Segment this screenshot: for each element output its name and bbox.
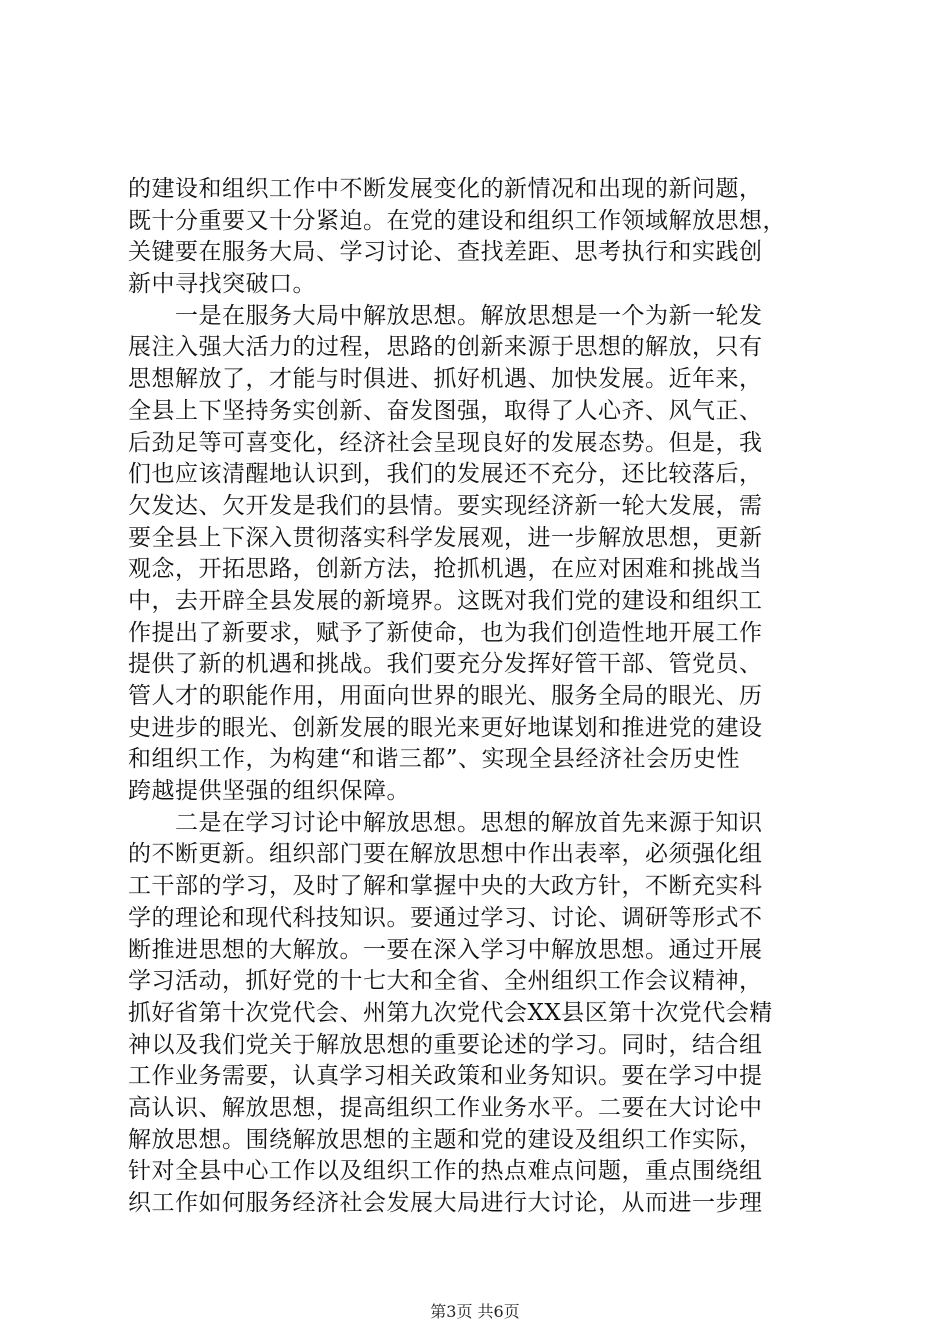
- text-line: 中，去开辟全县发展的新境界。这既对我们党的建设和组织工: [128, 587, 763, 614]
- text-line: 思想解放了，才能与时俱进、抓好机遇、加快发展。近年来，: [128, 366, 763, 393]
- text-line: 的建设和组织工作中不断发展变化的新情况和出现的新问题，: [128, 176, 763, 202]
- text-line: 学习活动，抓好党的十七大和全省、全州组织工作会议精神，: [128, 968, 763, 995]
- text-line: 管人才的职能作用，用面向世界的眼光、服务全局的眼光、历: [128, 683, 763, 709]
- text-line: 观念，开拓思路，创新方法，抢抓机遇，在应对困难和挑战当: [128, 556, 763, 583]
- text-line: 提供了新的机遇和挑战。我们要充分发挥好管干部、管党员、: [128, 651, 763, 678]
- text-line: 解放思想。围绕解放思想的主题和党的建设及组织工作实际，: [128, 1126, 763, 1153]
- text-line: 神以及我们党关于解放思想的重要论述的学习。同时，结合组: [128, 1031, 763, 1058]
- text-line: 织工作如何服务经济社会发展大局进行大讨论，从而进一步理: [128, 1190, 763, 1216]
- text-line: 断推进思想的大解放。一要在深入学习中解放思想。通过开展: [128, 936, 763, 963]
- text-line: 学的理论和现代科技知识。要通过学习、讨论、调研等形式不: [128, 904, 763, 931]
- text-line: 欠发达、欠开发是我们的县情。要实现经济新一轮大发展，需: [128, 492, 763, 519]
- page-number-footer: 第3页 共6页: [430, 1302, 520, 1321]
- text-line: 和组织工作，为构建“和谐三都”、实现全县经济社会历史性: [128, 746, 741, 773]
- text-line: 跨越提供坚强的组织保障。: [128, 778, 410, 805]
- document-body: [128, 174, 832, 1220]
- paragraph-first-line: 一是在服务大局中解放思想。解放思想是一个为新一轮发: [175, 302, 763, 329]
- text-line: 关键要在服务大局、学习讨论、查找差距、思考执行和实践创: [128, 239, 763, 266]
- text-line: 全县上下坚持务实创新、奋发图强，取得了人心齐、风气正、: [128, 397, 763, 424]
- text-line: 要全县上下深入贯彻落实科学发展观，进一步解放思想，更新: [128, 524, 763, 551]
- text-line: 展注入强大活力的过程，思路的创新来源于思想的解放，只有: [128, 334, 763, 361]
- text-line: 针对全县中心工作以及组织工作的热点难点问题，重点围绕组: [128, 1158, 763, 1185]
- text-line: 高认识、解放思想，提高组织工作业务水平。二要在大讨论中: [128, 1094, 763, 1121]
- text-line: 工干部的学习，及时了解和掌握中央的大政方针，不断充实科: [128, 873, 763, 900]
- text-line: 既十分重要又十分紧迫。在党的建设和组织工作领域解放思想，: [128, 207, 786, 234]
- text-line: 新中寻找突破口。: [128, 271, 316, 298]
- text-line: 们也应该清醒地认识到，我们的发展还不充分，还比较落后，: [128, 461, 763, 488]
- text-line: 作提出了新要求，赋予了新使命，也为我们创造性地开展工作: [128, 619, 763, 646]
- text-line: 抓好省第十次党代会、州第九次党代会XX县区第十次党代会精: [128, 999, 773, 1026]
- text-line: 后劲足等可喜变化，经济社会呈现良好的发展态势。但是，我: [128, 429, 763, 456]
- text-line: 的不断更新。组织部门要在解放思想中作出表率，必须强化组: [128, 841, 763, 868]
- text-line: 史进步的眼光、创新发展的眼光来更好地谋划和推进党的建设: [128, 714, 763, 741]
- text-line: 工作业务需要，认真学习相关政策和业务知识。要在学习中提: [128, 1063, 763, 1090]
- paragraph-first-line: 二是在学习讨论中解放思想。思想的解放首先来源于知识: [175, 809, 763, 836]
